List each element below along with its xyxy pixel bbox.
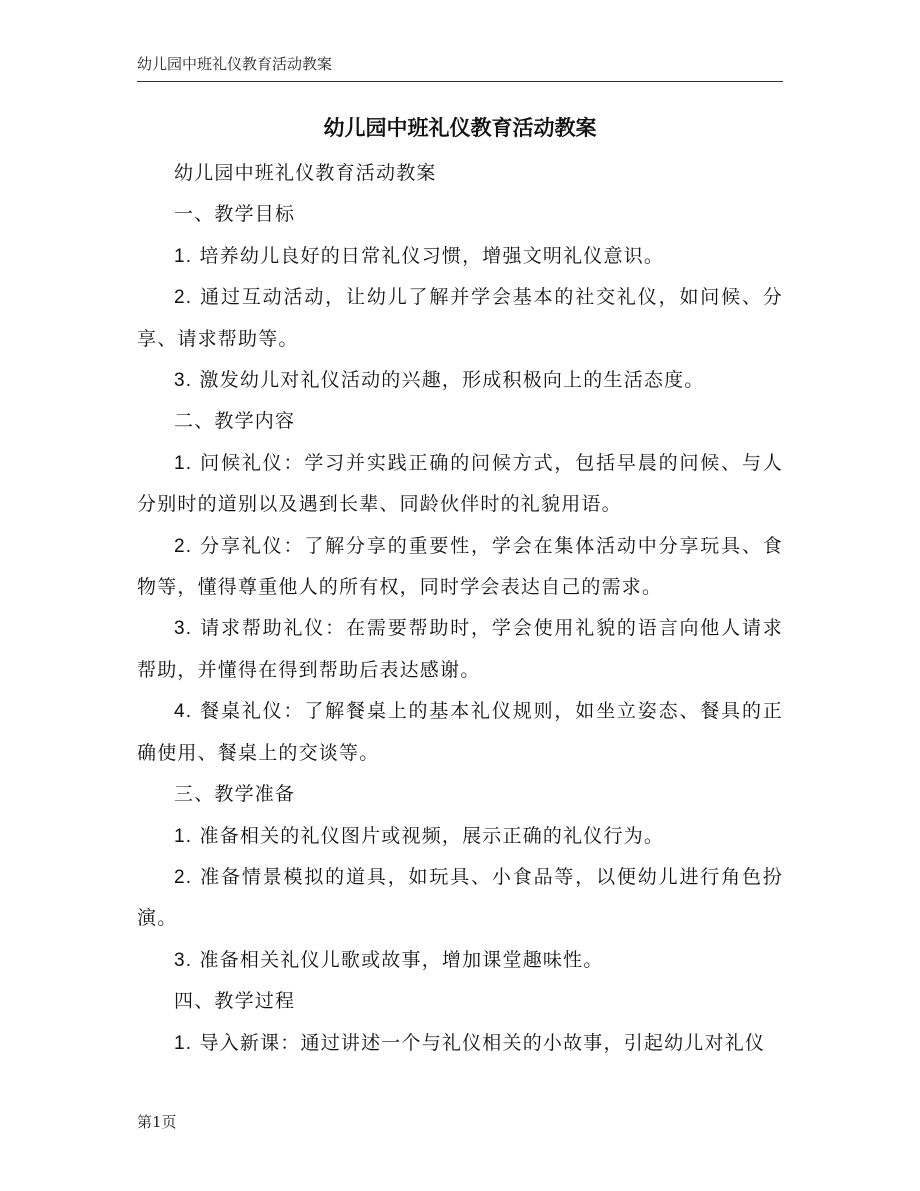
list-item: 2. 通过互动活动，让幼儿了解并学会基本的社交礼仪，如问候、分享、请求帮助等。: [137, 286, 783, 350]
list-item: 3. 准备相关礼仪儿歌或故事，增加课堂趣味性。: [174, 948, 604, 971]
list-item: 4. 餐桌礼仪：了解餐桌上的基本礼仪规则，如坐立姿态、餐具的正确使用、餐桌上的交谈等。: [137, 700, 783, 764]
section-heading: 二、教学内容: [174, 410, 296, 433]
list-item: 1. 准备相关的礼仪图片或视频，展示正确的礼仪行为。: [174, 824, 665, 847]
list-item: 1. 问候礼仪：学习并实践正确的问候方式，包括早晨的问候、与人分别时的道别以及遇到长辈、同龄伙伴时的礼貌用语。: [137, 451, 783, 516]
running-header: 幼儿园中班礼仪教育活动教案: [137, 55, 333, 73]
section-heading: 四、教学过程: [174, 990, 296, 1013]
document-title: 幼儿园中班礼仪教育活动教案: [323, 116, 597, 140]
list-item: 3. 请求帮助礼仪：在需要帮助时，学会使用礼貌的语言向他人请求帮助，并懂得在得到帮助后表达感谢。: [137, 617, 783, 681]
document-body: [137, 153, 783, 1064]
section-heading: 三、教学准备: [174, 783, 296, 806]
header-divider: [137, 81, 783, 82]
paragraph: 幼儿园中班礼仪教育活动教案: [174, 162, 437, 184]
list-item: 3. 激发幼儿对礼仪活动的兴趣，形成积极向上的生活态度。: [174, 369, 705, 392]
page-number: 第1页: [137, 1113, 177, 1131]
list-item: 2. 准备情景模拟的道具，如玩具、小食品等，以便幼儿进行角色扮演。: [137, 865, 783, 930]
section-heading: 一、教学目标: [174, 203, 296, 226]
list-item: 1. 导入新课：通过讲述一个与礼仪相关的小故事，引起幼儿对礼仪: [174, 1031, 766, 1054]
list-item: 1. 培养幼儿良好的日常礼仪习惯，增强文明礼仪意识。: [174, 244, 665, 267]
list-item: 2. 分享礼仪：了解分享的重要性，学会在集体活动中分享玩具、食物等，懂得尊重他人的所有权，同时学会表达自己的需求。: [137, 534, 783, 599]
